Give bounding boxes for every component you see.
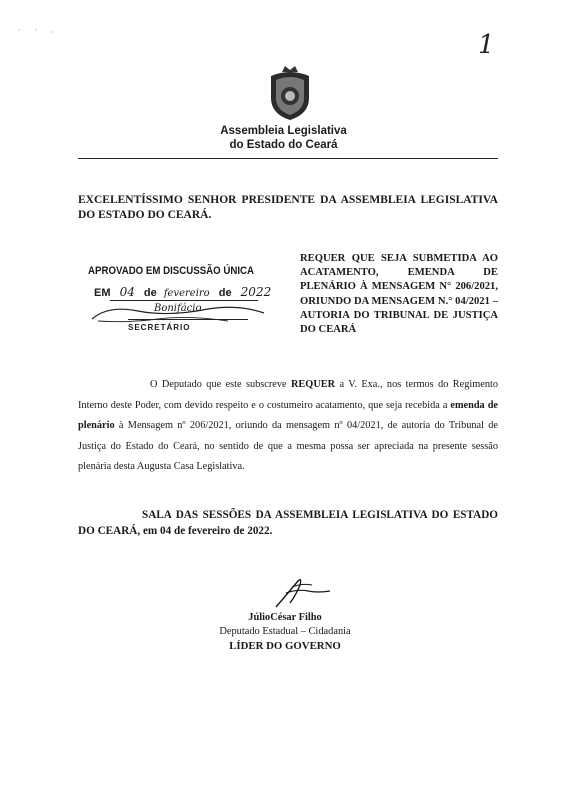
stamp-de-label-2: de <box>218 287 232 299</box>
assembly-name-line2: do Estado do Ceará <box>229 139 338 151</box>
stamp-title: APROVADO EM DISCUSSÃO ÚNICA <box>88 265 255 277</box>
handwritten-signature-icon <box>268 575 334 609</box>
assembly-name <box>0 124 567 152</box>
closing-statement: SALA DAS SESSÕES DA ASSEMBLEIA LEGISLATIVA DO ESTADO DO CEARÁ, em 04 de fevereiro de 2022. <box>78 509 498 537</box>
stamp-day: 04 <box>119 285 135 299</box>
body-part2: a V. Exa., nos termos do Regimento Interno deste Poder, com devido respeito e o costumeiro acatamento, que seja recebida a <box>78 379 498 411</box>
request-body <box>78 375 498 478</box>
stamp-year: 2022 <box>240 285 272 299</box>
signer-name: JúlioCésar Filho <box>248 612 322 623</box>
salutation: EXCELENTÍSSIMO SENHOR PRESIDENTE DA ASSEMBLEIA LEGISLATIVA DO ESTADO DO CEARÁ. <box>78 194 498 221</box>
stamp-em-label: EM <box>94 287 111 299</box>
body-part1: O Deputado que este subscreve <box>150 379 291 390</box>
stamp-month: fevereiro <box>163 288 210 299</box>
stamp-date-row <box>94 285 271 299</box>
stray-marks: ` ` · <box>18 28 60 37</box>
state-seal-icon <box>267 66 313 122</box>
signer-title: Deputado Estadual – Cidadania <box>219 626 351 637</box>
request-summary: REQUER QUE SEJA SUBMETIDA AO ACATAMENTO, EMENDA DE PLENÁRIO À MENSAGEM N° 206/2021, ORIUNDO DA MENSAGEM N.° 04/2021 – AUTORIA DO TRIBUNAL DE JUSTIÇA DO CEARÁ <box>300 253 498 336</box>
header-divider <box>78 158 498 159</box>
stamp-signature-line <box>128 319 248 320</box>
page-number: 1 <box>478 30 495 60</box>
stamp-secretary-label: SECRETÁRIO <box>128 323 191 332</box>
assembly-name-line1: Assembleia Legislativa <box>220 125 347 137</box>
signer-block <box>160 611 410 653</box>
body-part3: à Mensagem nº 206/2021, oriundo da mensagem nº 04/2021, de autoria do Tribunal de Justiça do Estado do Ceará, no sentido de que a mesma possa ser apreciada na presente sessão plenária desta Augusta Casa Legislativa. <box>78 420 498 472</box>
signer-role: LÍDER DO GOVERNO <box>229 640 341 652</box>
stamp-de-label-1: de <box>143 287 157 299</box>
body-requer: REQUER <box>291 379 336 390</box>
stamp-signature: Bonifácio <box>154 303 202 314</box>
approval-stamp <box>88 265 272 345</box>
body-emenda: emenda de plenário <box>78 399 498 431</box>
